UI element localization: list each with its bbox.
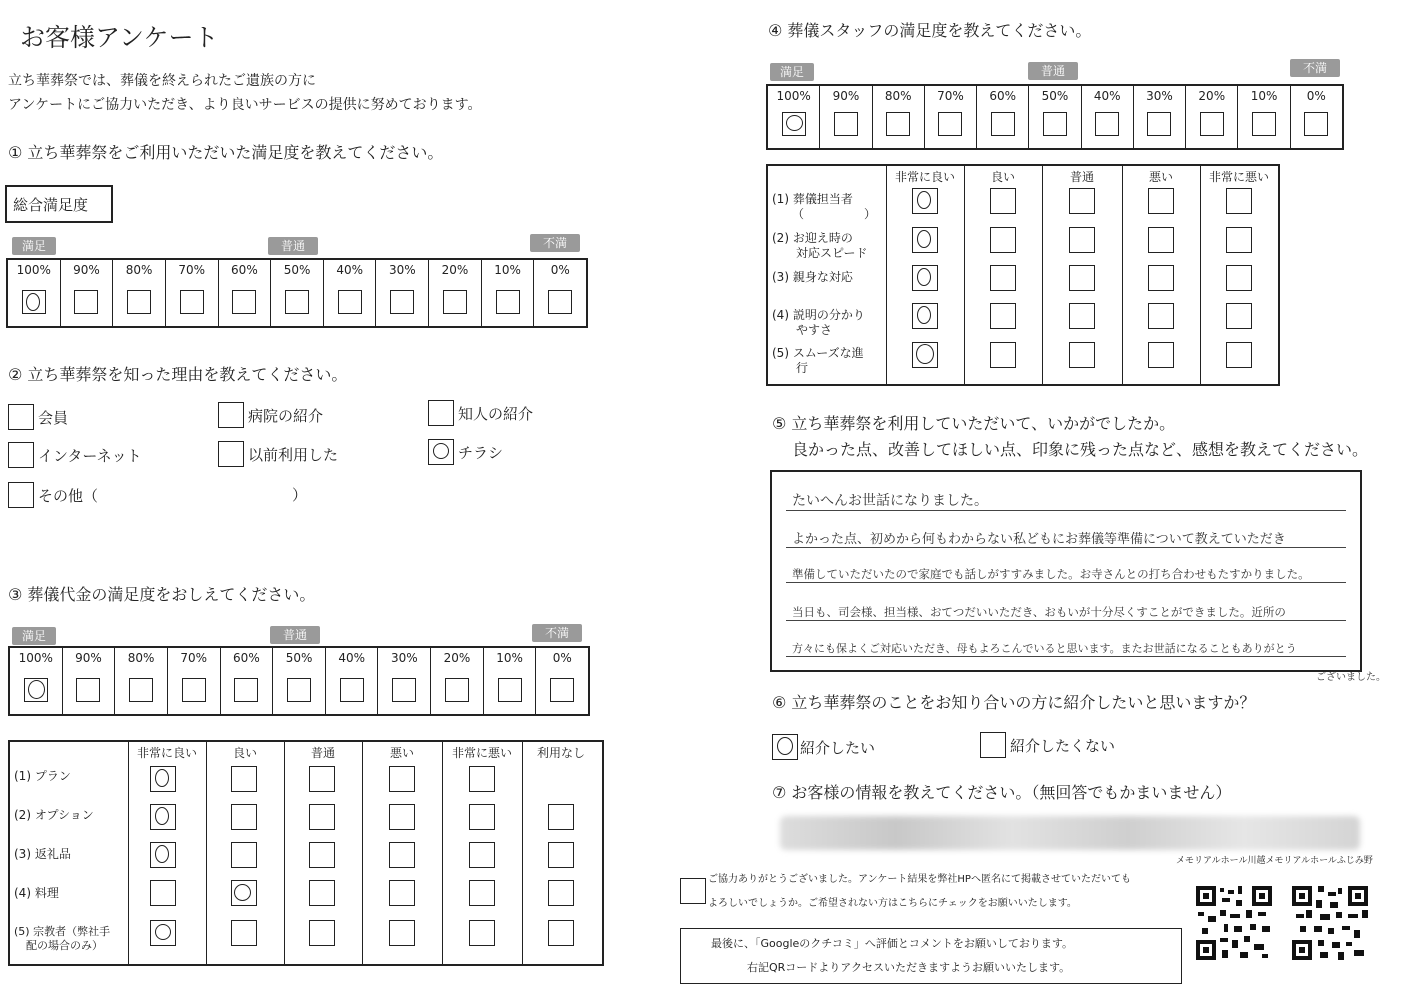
q6-title: ⑥ 立ち華葬祭のことをお知り合いの方に紹介したいと思いますか？ — [772, 693, 1256, 712]
q3-food-good[interactable] — [231, 880, 257, 906]
q3-priest-good[interactable] — [231, 920, 257, 946]
grid-divider — [522, 742, 523, 964]
q3-food-normal[interactable] — [309, 880, 335, 906]
scale-label: 40% — [336, 263, 363, 277]
comment-line: 準備していただいたので家庭でも話しがすすみました。お寺さんとの打ち合わせもたすかりました。 — [786, 566, 1346, 583]
q4-smooth-bad[interactable] — [1148, 342, 1174, 368]
q3-priest-very-bad[interactable] — [469, 920, 495, 946]
q2-option-label: チラシ — [458, 444, 504, 462]
qr-code-icon[interactable] — [1292, 886, 1368, 960]
q3-option-none[interactable] — [548, 804, 574, 830]
q4-care-very-bad[interactable] — [1226, 265, 1252, 291]
q1-scale-cell — [219, 260, 272, 326]
q4-row-label: (1) 葬儀担当者 — [772, 192, 853, 206]
q4-care-bad[interactable] — [1148, 265, 1174, 291]
q4-care-normal[interactable] — [1069, 265, 1095, 291]
q3-gift-good[interactable] — [231, 842, 257, 868]
q1-checkbox-90[interactable] — [74, 290, 98, 314]
comment-line: たいへんお世話になりました。 — [786, 490, 1346, 511]
q4-checkbox-20[interactable] — [1200, 112, 1224, 136]
q4-pickup-good[interactable] — [990, 227, 1016, 253]
circle-mark-icon — [916, 344, 934, 364]
q4-staff-normal[interactable] — [1069, 188, 1095, 214]
q3-row-label: (4) 料理 — [14, 886, 59, 900]
q3-pill-dissatisfied: 不満 — [532, 624, 582, 642]
scale-label: 70% — [178, 263, 206, 277]
q1-scale-cell — [113, 260, 166, 326]
q3-row-label: (3) 返礼品 — [14, 847, 71, 861]
q3-grid-header: 非常に悪い — [451, 746, 512, 760]
q3-option-normal[interactable] — [309, 804, 335, 830]
circle-mark-icon — [917, 306, 931, 324]
q3-checkbox-50[interactable] — [287, 678, 311, 702]
q4-checkbox-90[interactable] — [834, 112, 858, 136]
q3-scale-cell — [326, 648, 379, 714]
comment-line: 方々にも保よくご対応いただき、母もよろこんでいると思います。またお世話になることもありがとう — [786, 640, 1346, 657]
grid-divider — [1200, 166, 1201, 384]
q1-checkbox-30[interactable] — [390, 290, 414, 314]
circle-mark-icon — [433, 443, 449, 459]
q4-row-label: (5) スムーズな進 — [772, 346, 864, 360]
grid-divider — [1042, 166, 1043, 384]
q4-scale-cell — [1134, 86, 1186, 148]
q3-checkbox-100[interactable] — [24, 678, 48, 702]
q3-grid-header: 普通 — [310, 746, 335, 760]
q3-plan-very-good[interactable] — [150, 766, 176, 792]
scale-label: 50% — [285, 651, 313, 665]
scale-label: 80% — [884, 89, 912, 103]
scale-label: 20% — [443, 651, 471, 665]
comment-tail: ございました。 — [1316, 672, 1386, 683]
scale-label: 80% — [127, 651, 155, 665]
q4-checkbox-80[interactable] — [886, 112, 910, 136]
q2-option-label: その他（ — [38, 487, 99, 505]
scale-label: 50% — [1041, 89, 1069, 103]
q6-checkbox-recommend[interactable] — [772, 734, 798, 760]
q2-checkbox-member[interactable] — [8, 404, 34, 430]
q3-plan-bad[interactable] — [389, 766, 415, 792]
halls-label: メモリアルホール川越メモリアルホールふじみ野 — [1176, 856, 1373, 866]
q3-scale-cell — [273, 648, 326, 714]
q1-checkbox-10[interactable] — [496, 290, 520, 314]
scale-label: 60% — [989, 89, 1017, 103]
q3-scale-cell — [115, 648, 168, 714]
q4-row-label-cont: やすさ — [796, 323, 833, 337]
scale-label: 40% — [338, 651, 365, 665]
q4-staff-very-bad[interactable] — [1226, 188, 1252, 214]
q4-explain-good[interactable] — [990, 303, 1016, 329]
q1-scale-cell — [8, 260, 61, 326]
q3-scale-cell — [484, 648, 537, 714]
q4-checkbox-50[interactable] — [1043, 112, 1067, 136]
circle-mark-icon — [155, 845, 169, 863]
q3-option-very-good[interactable] — [150, 804, 176, 830]
q3-gift-very-bad[interactable] — [469, 842, 495, 868]
q3-priest-normal[interactable] — [309, 920, 335, 946]
q6-checkbox-not-recommend[interactable] — [980, 732, 1006, 758]
scale-label: 0% — [1306, 89, 1326, 103]
q3-detail-grid — [8, 740, 604, 966]
q4-pill-satisfied: 満足 — [770, 63, 814, 81]
q1-scale-cell — [61, 260, 114, 326]
q7-title: ⑦ お客様の情報を教えてください。（無回答でもかまいません） — [772, 783, 1232, 802]
q2-checkbox-acquaintance[interactable] — [428, 400, 454, 426]
q2-checkbox-previous[interactable] — [218, 441, 244, 467]
q4-pickup-normal[interactable] — [1069, 227, 1095, 253]
q2-option-label: 会員 — [38, 409, 69, 427]
q6-option-label: 紹介したい — [800, 739, 876, 757]
q4-smooth-normal[interactable] — [1069, 342, 1095, 368]
q4-scale-cell — [977, 86, 1029, 148]
q2-option-label: 以前利用した — [248, 446, 339, 464]
q4-checkbox-0[interactable] — [1304, 112, 1328, 136]
q3-priest-very-good[interactable] — [150, 920, 176, 946]
q3-option-good[interactable] — [231, 804, 257, 830]
comment-line: 当日も、司会様、担当様、おてつだいいただき、おもいが十分尽くすことができました。近所の — [786, 604, 1346, 621]
q3-scale-cell — [10, 648, 63, 714]
q5-subtitle: 良かった点、改善してほしい点、印象に残った点など、感想を教えてください。 — [792, 440, 1369, 459]
q3-grid-header: 悪い — [389, 746, 414, 760]
grid-divider — [206, 742, 207, 964]
q3-scale-cell — [63, 648, 116, 714]
q2-title: ② 立ち華葬祭を知った理由を教えてください。 — [8, 365, 348, 384]
q1-scale — [6, 258, 588, 328]
q4-scale-cell — [1082, 86, 1134, 148]
q4-care-very-good[interactable] — [912, 265, 938, 291]
q4-explain-normal[interactable] — [1069, 303, 1095, 329]
q3-grid-header: 非常に良い — [136, 746, 197, 760]
q4-pill-neutral: 普通 — [1028, 62, 1078, 80]
q1-pill-dissatisfied: 不満 — [530, 234, 580, 252]
scale-label: 10% — [1250, 89, 1278, 103]
q3-food-very-bad[interactable] — [469, 880, 495, 906]
q3-food-very-good[interactable] — [150, 880, 176, 906]
q3-grid-header: 利用なし — [536, 746, 585, 760]
q4-smooth-very-good[interactable] — [912, 342, 938, 368]
q1-scale-cell — [429, 260, 482, 326]
q1-scale-cell — [482, 260, 535, 326]
q1-checkbox-100[interactable] — [22, 290, 46, 314]
q4-grid-header: 悪い — [1148, 170, 1173, 184]
consent-line-2: よろしいでしょうか。ご希望されない方はこちらにチェックをお願いいたします。 — [708, 898, 1077, 909]
q4-scale — [766, 84, 1344, 150]
q4-pickup-very-bad[interactable] — [1226, 227, 1252, 253]
q3-checkbox-90[interactable] — [76, 678, 100, 702]
q6-option-label: 紹介したくない — [1010, 737, 1116, 755]
q3-food-bad[interactable] — [389, 880, 415, 906]
circle-mark-icon — [917, 191, 931, 209]
q3-option-bad[interactable] — [389, 804, 415, 830]
scale-label: 0% — [550, 263, 570, 277]
q4-row-label: (2) お迎え時の — [772, 231, 853, 245]
circle-mark-icon — [777, 737, 793, 755]
circle-mark-icon — [786, 115, 803, 131]
scale-label: 90% — [73, 263, 100, 277]
q3-checkbox-60[interactable] — [234, 678, 258, 702]
scale-label: 0% — [552, 651, 572, 665]
qr-pattern — [1196, 886, 1272, 960]
q3-gift-normal[interactable] — [309, 842, 335, 868]
q3-grid-header: 良い — [232, 746, 257, 760]
circle-mark-icon — [917, 230, 931, 248]
circle-mark-icon — [234, 884, 251, 901]
q4-smooth-very-bad[interactable] — [1226, 342, 1252, 368]
q4-smooth-good[interactable] — [990, 342, 1016, 368]
scale-label: 40% — [1093, 89, 1121, 103]
q4-checkbox-10[interactable] — [1252, 112, 1276, 136]
q1-checkbox-60[interactable] — [232, 290, 256, 314]
q3-plan-good[interactable] — [231, 766, 257, 792]
q4-scale-cell — [820, 86, 872, 148]
q3-scale — [8, 646, 590, 716]
q3-gift-bad[interactable] — [389, 842, 415, 868]
q4-scale-cell — [873, 86, 925, 148]
q4-scale-cell — [1186, 86, 1238, 148]
scale-label: 50% — [283, 263, 311, 277]
scale-label: 100% — [18, 651, 53, 665]
comment-line: よかった点、初めから何もわからない私どもにお葬儀等準備について教えていただき — [786, 528, 1346, 548]
q2-checkbox-other[interactable] — [8, 482, 34, 508]
grid-divider — [362, 742, 363, 964]
q4-scale-cell — [1238, 86, 1290, 148]
q2-checkbox-flyer[interactable] — [428, 439, 454, 465]
q4-scale-cell — [925, 86, 977, 148]
q3-row-label-cont: 配の場合のみ） — [26, 939, 103, 952]
q1-overall-label: 総合満足度 — [13, 196, 89, 214]
q1-title: ① 立ち華葬祭をご利用いただいた満足度を教えてください。 — [8, 143, 444, 162]
q1-checkbox-50[interactable] — [285, 290, 309, 314]
circle-mark-icon — [155, 807, 169, 825]
qr-pattern — [1292, 886, 1368, 960]
grid-divider — [1122, 166, 1123, 384]
q2-option-label: インターネット — [38, 447, 142, 465]
scale-label: 30% — [390, 651, 418, 665]
grid-divider — [964, 166, 965, 384]
q3-checkbox-80[interactable] — [129, 678, 153, 702]
grid-divider — [442, 742, 443, 964]
grid-divider — [886, 166, 887, 384]
q4-pickup-bad[interactable] — [1148, 227, 1174, 253]
q4-row-label-cont: 対応スピード — [796, 246, 868, 260]
redacted-customer-info — [780, 816, 1360, 850]
q2-option-label: 知人の紹介 — [458, 405, 534, 423]
scale-label: 90% — [832, 89, 860, 103]
scale-label: 90% — [75, 651, 102, 665]
q4-staff-bad[interactable] — [1148, 188, 1174, 214]
q2-checkbox-hospital[interactable] — [218, 402, 244, 428]
q3-priest-none[interactable] — [548, 920, 574, 946]
circle-mark-icon — [155, 769, 169, 787]
scale-label: 100% — [776, 89, 811, 103]
consent-checkbox[interactable] — [680, 878, 706, 904]
q1-scale-cell — [271, 260, 324, 326]
q4-explain-very-good[interactable] — [912, 303, 938, 329]
q4-row-label: (4) 説明の分かり — [772, 308, 865, 322]
q4-row-label-cont: （ ） — [792, 207, 877, 221]
q1-checkbox-20[interactable] — [443, 290, 467, 314]
q4-scale-cell — [1029, 86, 1081, 148]
scale-label: 30% — [388, 263, 416, 277]
q2-option-label: 病院の紹介 — [248, 407, 324, 425]
q3-checkbox-10[interactable] — [498, 678, 522, 702]
q3-scale-cell — [168, 648, 221, 714]
q1-checkbox-70[interactable] — [180, 290, 204, 314]
q4-staff-grid — [766, 164, 1280, 386]
q4-checkbox-40[interactable] — [1095, 112, 1119, 136]
scale-label: 60% — [233, 651, 260, 665]
circle-mark-icon — [155, 924, 171, 940]
q4-title: ④ 葬儀スタッフの満足度を教えてください。 — [768, 21, 1092, 40]
scale-label: 80% — [125, 263, 153, 277]
q4-row-label-cont: 行 — [796, 361, 809, 375]
q1-overall-box — [5, 185, 113, 223]
q4-pill-dissatisfied: 不満 — [1290, 59, 1340, 77]
q4-checkbox-70[interactable] — [938, 112, 962, 136]
q4-grid-header: 普通 — [1069, 170, 1094, 184]
q4-checkbox-60[interactable] — [991, 112, 1015, 136]
q4-scale-cell — [1291, 86, 1342, 148]
q4-row-label: (3) 親身な対応 — [772, 270, 853, 284]
q1-scale-cell — [166, 260, 219, 326]
q3-gift-none[interactable] — [548, 842, 574, 868]
scale-label: 100% — [16, 263, 51, 277]
scale-label: 70% — [937, 89, 964, 103]
scale-label: 30% — [1146, 89, 1173, 103]
consent-line-1: ご協力ありがとうございました。アンケート結果を弊社HPへ匿名にて掲載させていただいても — [708, 874, 1131, 885]
q4-staff-very-good[interactable] — [912, 188, 938, 214]
q4-pickup-very-good[interactable] — [912, 227, 938, 253]
q3-checkbox-40[interactable] — [340, 678, 364, 702]
q3-checkbox-0[interactable] — [550, 678, 574, 702]
review-line-1: 最後に、「Googleのクチコミ」へ評価とコメントをお願いしております。 — [711, 937, 1073, 950]
q4-grid-header: 非常に良い — [894, 170, 955, 184]
scale-label: 20% — [441, 263, 469, 277]
q1-checkbox-40[interactable] — [338, 290, 362, 314]
q1-checkbox-0[interactable] — [548, 290, 572, 314]
q3-food-none[interactable] — [548, 880, 574, 906]
q5-comment-box[interactable] — [770, 470, 1362, 672]
q1-scale-cell — [324, 260, 377, 326]
q3-checkbox-30[interactable] — [392, 678, 416, 702]
q1-pill-neutral: 普通 — [268, 237, 318, 255]
q3-option-very-bad[interactable] — [469, 804, 495, 830]
scale-label: 70% — [180, 651, 208, 665]
circle-mark-icon — [917, 268, 931, 286]
q5-title: ⑤ 立ち華葬祭を利用していただいて、いかがでしたか。 — [772, 414, 1176, 433]
review-line-2: 右記QRコードよりアクセスいただきますようお願いいたします。 — [747, 961, 1071, 974]
q1-checkbox-80[interactable] — [127, 290, 151, 314]
circle-mark-icon — [28, 680, 45, 699]
q4-explain-bad[interactable] — [1148, 303, 1174, 329]
scale-label: 60% — [231, 263, 258, 277]
q4-checkbox-30[interactable] — [1147, 112, 1171, 136]
grid-divider — [284, 742, 285, 964]
q3-title: ③ 葬儀代金の満足度をおしえてください。 — [8, 585, 316, 604]
q3-checkbox-70[interactable] — [182, 678, 206, 702]
page-title: お客様アンケート — [20, 23, 219, 52]
q2-option-close-paren: ） — [292, 486, 308, 504]
q4-checkbox-100[interactable] — [782, 112, 806, 136]
q3-row-label: (5) 宗教者（弊社手 — [14, 925, 111, 938]
q3-scale-cell — [536, 648, 588, 714]
review-box — [680, 928, 1182, 984]
scale-label: 20% — [1198, 89, 1226, 103]
q3-row-label: (1) プラン — [14, 769, 71, 783]
q1-scale-cell — [534, 260, 586, 326]
scale-label: 10% — [494, 263, 521, 277]
scale-label: 10% — [496, 651, 523, 665]
q3-row-label: (2) オプション — [14, 808, 94, 822]
q3-scale-cell — [431, 648, 484, 714]
q4-grid-header: 非常に悪い — [1208, 170, 1269, 184]
q3-scale-cell — [378, 648, 431, 714]
q3-checkbox-20[interactable] — [445, 678, 469, 702]
circle-mark-icon — [26, 293, 40, 311]
q3-plan-very-bad[interactable] — [469, 766, 495, 792]
q4-staff-good[interactable] — [990, 188, 1016, 214]
intro-line-1: 立ち華葬祭では、葬儀を終えられたご遺族の方に — [8, 73, 316, 89]
q4-care-good[interactable] — [990, 265, 1016, 291]
q3-gift-very-good[interactable] — [150, 842, 176, 868]
q3-scale-cell — [221, 648, 274, 714]
q3-pill-satisfied: 満足 — [12, 627, 56, 645]
q3-pill-neutral: 普通 — [270, 626, 320, 644]
q2-checkbox-internet[interactable] — [8, 442, 34, 468]
q1-pill-satisfied: 満足 — [12, 237, 56, 255]
grid-divider — [128, 742, 129, 964]
q3-plan-normal[interactable] — [309, 766, 335, 792]
q4-scale-cell — [768, 86, 820, 148]
q4-explain-very-bad[interactable] — [1226, 303, 1252, 329]
qr-code-icon[interactable] — [1196, 886, 1272, 960]
q3-priest-bad[interactable] — [389, 920, 415, 946]
q4-grid-header: 良い — [990, 170, 1015, 184]
intro-line-2: アンケートにご協力いただき、より良いサービスの提供に努めております。 — [8, 97, 482, 113]
q1-scale-cell — [376, 260, 429, 326]
